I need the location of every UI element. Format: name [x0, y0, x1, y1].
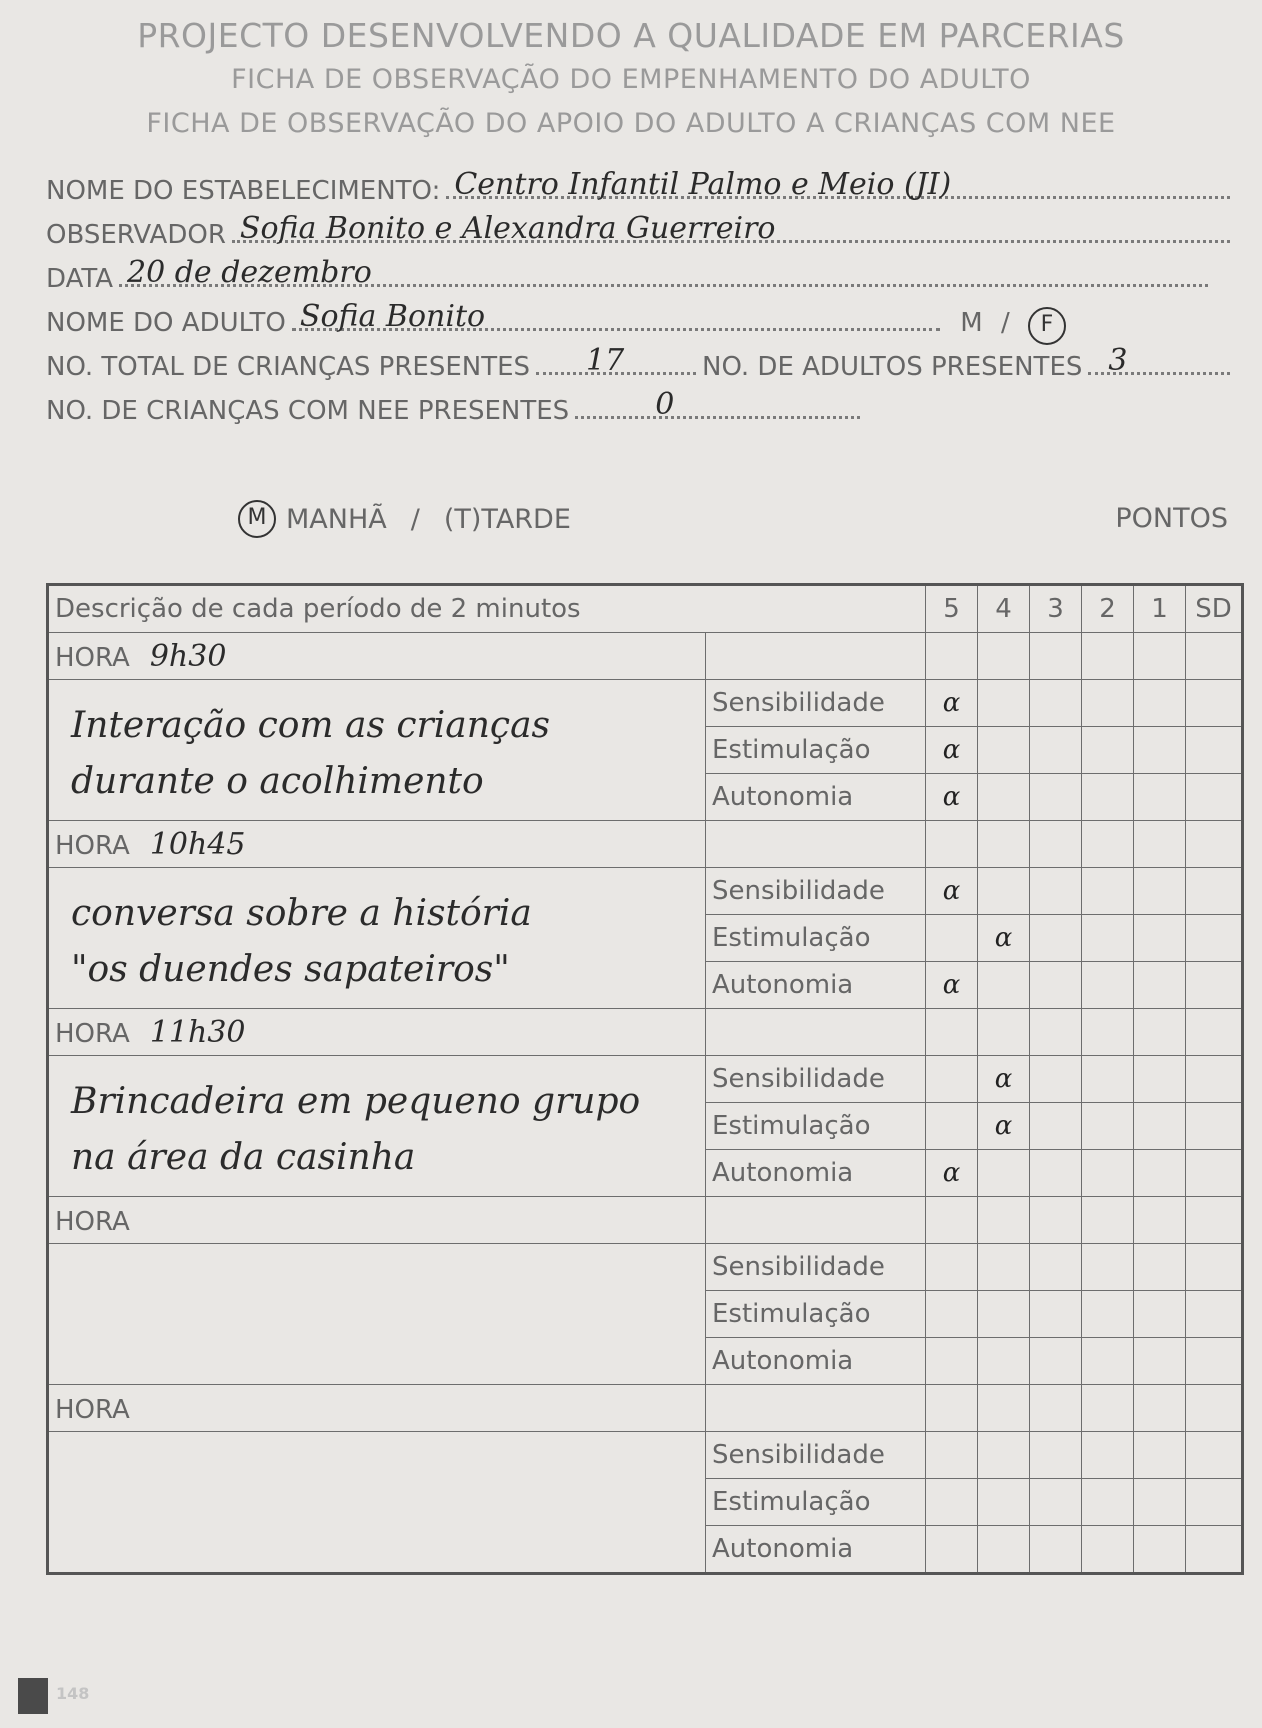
- score-cell: [1082, 727, 1134, 774]
- score-cell: [926, 1526, 978, 1574]
- period-description: [48, 1244, 706, 1385]
- score-cell: [1186, 962, 1243, 1009]
- field-estabelecimento: NOME DO ESTABELECIMENTO: Centro Infantil Palmo e Meio (JI): [46, 174, 1236, 206]
- score-cell: [1030, 1338, 1082, 1385]
- period-description: Interação com as crianças durante o acolhimento: [48, 680, 706, 821]
- score-mark: α: [942, 688, 961, 718]
- score-cell: [978, 727, 1030, 774]
- score-cell: [926, 774, 978, 821]
- dimension-label: Sensibilidade: [706, 1056, 926, 1103]
- score-cell: [1134, 1056, 1186, 1103]
- score-cell: [978, 1056, 1030, 1103]
- pontos-label: PONTOS: [1115, 503, 1228, 534]
- score-cell: [926, 727, 978, 774]
- score-cell: [1134, 774, 1186, 821]
- score-cell: [1030, 680, 1082, 727]
- score-mark: α: [942, 970, 961, 1000]
- score-cell: [1030, 915, 1082, 962]
- score-mark: α: [942, 876, 961, 906]
- dimension-row: [48, 680, 1243, 727]
- hora-row: [48, 1009, 1243, 1056]
- dimension-row: [48, 868, 1243, 915]
- field-data: DATA 20 de dezembro: [46, 262, 1214, 294]
- score-cell: [1134, 1432, 1186, 1479]
- score-cell: [1082, 680, 1134, 727]
- dimension-label: Estimulação: [706, 727, 926, 774]
- score-cell: [926, 868, 978, 915]
- period-description: [48, 1432, 706, 1574]
- data-value: 20 de dezembro: [126, 255, 372, 290]
- dimension-label: Estimulação: [706, 915, 926, 962]
- dimension-label: Estimulação: [706, 1291, 926, 1338]
- hora-row: [48, 1385, 1243, 1432]
- score-header: 4: [978, 585, 1030, 633]
- criancas-value: 17: [586, 343, 625, 378]
- score-cell: [1134, 727, 1186, 774]
- hora-row: [48, 1197, 1243, 1244]
- score-cell: [1030, 1291, 1082, 1338]
- score-mark: α: [994, 1064, 1013, 1094]
- score-cell: [1030, 1244, 1082, 1291]
- score-cell: [1134, 915, 1186, 962]
- hora-cell: HORA: [48, 1197, 706, 1244]
- dimension-row: [48, 1056, 1243, 1103]
- score-header: 3: [1030, 585, 1082, 633]
- score-cell: [1186, 680, 1243, 727]
- score-cell: [926, 1150, 978, 1197]
- page-number: 148: [56, 1684, 90, 1703]
- score-cell: [1186, 1244, 1243, 1291]
- score-cell: [1134, 1338, 1186, 1385]
- page-marker: [18, 1678, 48, 1714]
- score-cell: [978, 915, 1030, 962]
- score-cell: [978, 1432, 1030, 1479]
- table-header-row: [48, 585, 1243, 633]
- score-cell: [926, 1103, 978, 1150]
- nee-value: 0: [655, 387, 675, 422]
- score-header: SD: [1186, 585, 1243, 633]
- score-cell: [978, 774, 1030, 821]
- dimension-label: Sensibilidade: [706, 1432, 926, 1479]
- adultos-value: 3: [1108, 343, 1128, 378]
- score-cell: [1082, 1479, 1134, 1526]
- score-header: 1: [1134, 585, 1186, 633]
- score-cell: [1134, 1526, 1186, 1574]
- score-cell: [926, 1291, 978, 1338]
- score-cell: [1186, 915, 1243, 962]
- field-criancas-adultos: NO. TOTAL DE CRIANÇAS PRESENTES 17 NO. DE ADULTOS PRESENTES 3: [46, 350, 1236, 382]
- dimension-label: Estimulação: [706, 1479, 926, 1526]
- score-cell: [1134, 1244, 1186, 1291]
- score-cell: [926, 680, 978, 727]
- manha-circled: M: [238, 500, 276, 538]
- score-cell: [1082, 1244, 1134, 1291]
- form-title: PROJECTO DESENVOLVENDO A QUALIDADE EM PARCERIAS: [137, 16, 1125, 55]
- score-cell: [1186, 774, 1243, 821]
- score-cell: [1186, 727, 1243, 774]
- score-cell: [978, 868, 1030, 915]
- score-cell: [1186, 1291, 1243, 1338]
- dimension-label: Autonomia: [706, 774, 926, 821]
- score-cell: [926, 1244, 978, 1291]
- score-cell: [978, 1291, 1030, 1338]
- score-cell: [1082, 774, 1134, 821]
- score-cell: [926, 915, 978, 962]
- dimension-label: Autonomia: [706, 962, 926, 1009]
- score-cell: [1134, 680, 1186, 727]
- score-cell: [926, 1338, 978, 1385]
- hora-cell: HORA: [48, 1385, 706, 1432]
- hora-value: 9h30: [149, 638, 227, 674]
- form-subtitle-2: FICHA DE OBSERVAÇÃO DO APOIO DO ADULTO A CRIANÇAS COM NEE: [146, 108, 1116, 139]
- score-mark: α: [994, 1111, 1013, 1141]
- adulto-value: Sofia Bonito: [299, 299, 486, 334]
- hora-row: [48, 821, 1243, 868]
- hora-row: [48, 633, 1243, 680]
- field-nee: NO. DE CRIANÇAS COM NEE PRESENTES 0: [46, 394, 866, 426]
- score-cell: [1134, 1103, 1186, 1150]
- score-cell: [1030, 1150, 1082, 1197]
- score-cell: [1134, 1291, 1186, 1338]
- dimension-label: Sensibilidade: [706, 1244, 926, 1291]
- score-cell: [1082, 1291, 1134, 1338]
- dimension-row: [48, 1244, 1243, 1291]
- score-cell: [1030, 774, 1082, 821]
- score-mark: α: [942, 1158, 961, 1188]
- period-description: Brincadeira em pequeno grupo na área da casinha: [48, 1056, 706, 1197]
- score-cell: [1082, 868, 1134, 915]
- score-mark: α: [994, 923, 1013, 953]
- form-subtitle-1: FICHA DE OBSERVAÇÃO DO EMPENHAMENTO DO ADULTO: [231, 64, 1031, 95]
- score-mark: α: [942, 782, 961, 812]
- score-cell: [1030, 727, 1082, 774]
- form-header: [0, 14, 1262, 146]
- score-cell: [1030, 1056, 1082, 1103]
- sexo-options: M / F: [946, 307, 1066, 345]
- dimension-label: Sensibilidade: [706, 868, 926, 915]
- observation-table: [46, 583, 1241, 1575]
- score-cell: [978, 1244, 1030, 1291]
- hora-cell: HORA 10h45: [48, 821, 706, 868]
- score-cell: [978, 1479, 1030, 1526]
- hora-value: 10h45: [149, 826, 246, 862]
- score-cell: [1082, 1056, 1134, 1103]
- score-cell: [1186, 1150, 1243, 1197]
- score-header: 2: [1082, 585, 1134, 633]
- score-cell: [1082, 915, 1134, 962]
- score-cell: [978, 680, 1030, 727]
- score-cell: [1186, 868, 1243, 915]
- score-cell: [1030, 1526, 1082, 1574]
- score-cell: [1134, 1479, 1186, 1526]
- hora-cell: HORA 9h30: [48, 633, 706, 680]
- score-cell: [978, 1338, 1030, 1385]
- dimension-label: Sensibilidade: [706, 680, 926, 727]
- score-cell: [978, 1103, 1030, 1150]
- score-mark: α: [942, 735, 961, 765]
- score-cell: [1030, 962, 1082, 1009]
- score-cell: [1186, 1432, 1243, 1479]
- score-cell: [1186, 1056, 1243, 1103]
- score-cell: [1186, 1103, 1243, 1150]
- dimension-label: Autonomia: [706, 1150, 926, 1197]
- hora-cell: HORA 11h30: [48, 1009, 706, 1056]
- desc-header: Descrição de cada período de 2 minutos: [48, 585, 926, 633]
- field-observador: OBSERVADOR Sofia Bonito e Alexandra Guerreiro: [46, 218, 1236, 250]
- score-cell: [1082, 1103, 1134, 1150]
- dimension-row: [48, 1432, 1243, 1479]
- score-cell: [978, 1526, 1030, 1574]
- dimension-label: Estimulação: [706, 1103, 926, 1150]
- dimension-label: Autonomia: [706, 1526, 926, 1574]
- score-cell: [1030, 868, 1082, 915]
- score-cell: [1082, 1150, 1134, 1197]
- observador-value: Sofia Bonito e Alexandra Guerreiro: [239, 211, 776, 246]
- score-cell: [1030, 1432, 1082, 1479]
- sexo-f-circled: F: [1028, 307, 1066, 345]
- estabelecimento-value: Centro Infantil Palmo e Meio (JI): [454, 167, 952, 202]
- score-cell: [1186, 1338, 1243, 1385]
- score-cell: [926, 1432, 978, 1479]
- score-cell: [1082, 962, 1134, 1009]
- score-cell: [1186, 1479, 1243, 1526]
- dimension-label: Autonomia: [706, 1338, 926, 1385]
- score-cell: [1030, 1103, 1082, 1150]
- score-cell: [1082, 1338, 1134, 1385]
- period-description: conversa sobre a história "os duendes sapateiros": [48, 868, 706, 1009]
- field-adulto: NOME DO ADULTO Sofia Bonito M / F: [46, 306, 1066, 345]
- score-cell: [1186, 1526, 1243, 1574]
- score-cell: [926, 1056, 978, 1103]
- score-cell: [1134, 962, 1186, 1009]
- score-cell: [978, 962, 1030, 1009]
- session-selector: M MANHÃ / (T)TARDE: [238, 500, 571, 538]
- score-cell: [1030, 1479, 1082, 1526]
- hora-value: 11h30: [149, 1014, 246, 1050]
- score-cell: [978, 1150, 1030, 1197]
- score-cell: [926, 962, 978, 1009]
- score-cell: [1082, 1432, 1134, 1479]
- score-header: 5: [926, 585, 978, 633]
- score-cell: [1134, 1150, 1186, 1197]
- score-cell: [926, 1479, 978, 1526]
- score-cell: [1082, 1526, 1134, 1574]
- score-cell: [1134, 868, 1186, 915]
